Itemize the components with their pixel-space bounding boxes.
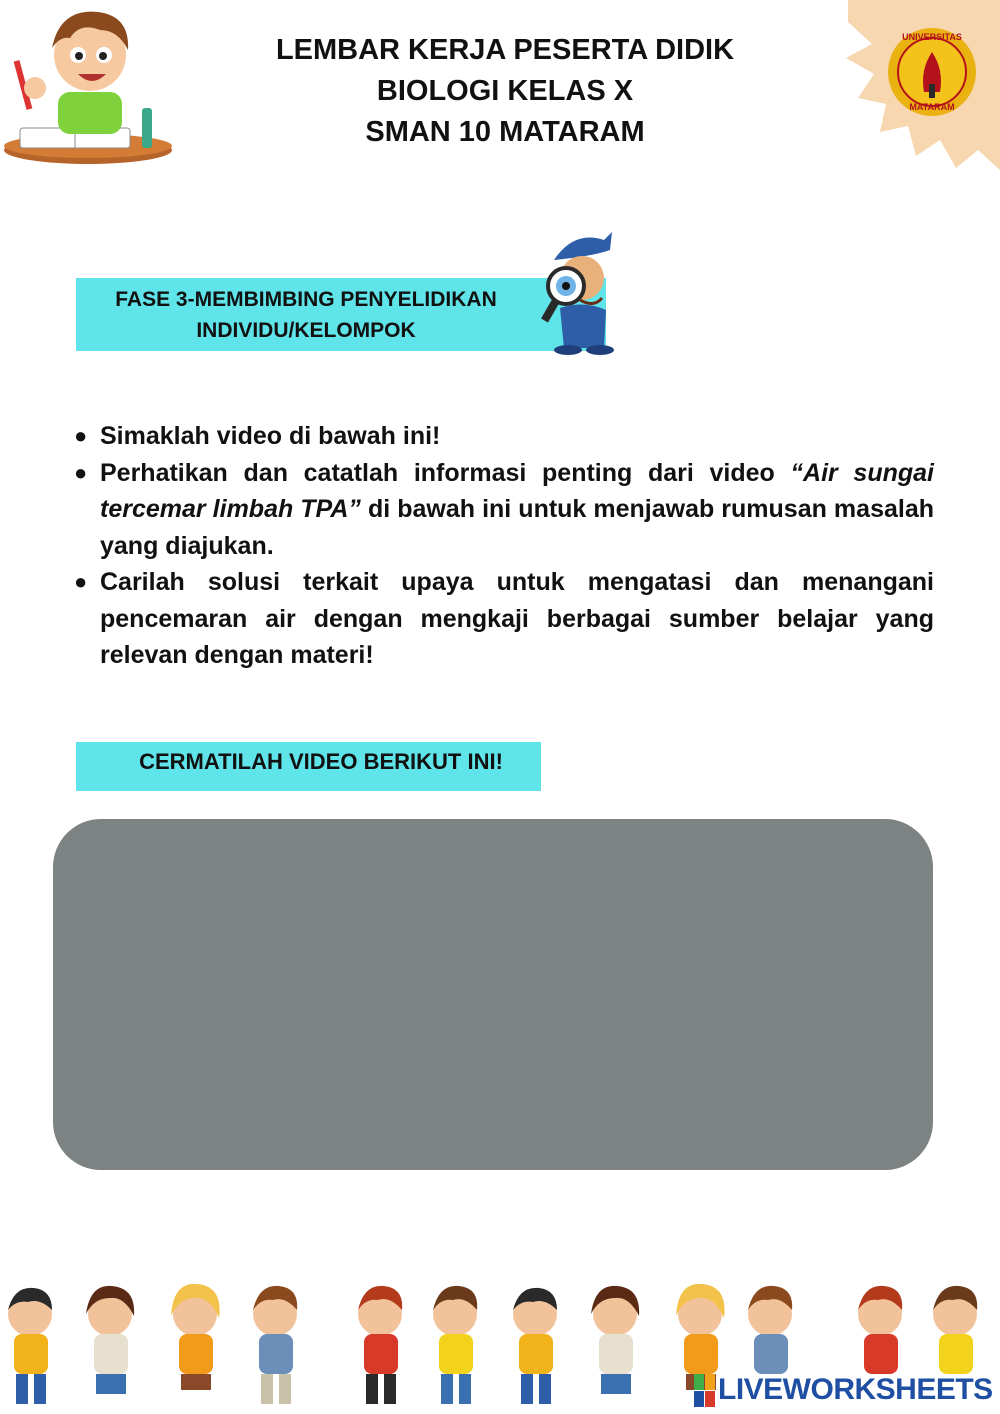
logo-text-bottom: MATARAM (909, 102, 955, 112)
instruction-list (70, 418, 934, 674)
phase-banner-text (76, 284, 536, 346)
instruction-item (70, 564, 934, 674)
university-logo (828, 0, 1000, 170)
instruction-text-after: di bawah ini untuk menjawab rumusan masalah yang diajukan. (100, 495, 934, 560)
video-banner (76, 742, 541, 791)
liveworksheets-watermark (694, 1370, 994, 1410)
title-line-2: BIOLOGI KELAS X (376, 75, 634, 107)
liveworksheets-logo-icon (694, 1374, 716, 1408)
video-banner-label: CERMATILAH VIDEO BERIKUT INI! (139, 749, 503, 774)
instruction-item (70, 418, 934, 455)
bullet-icon: ● (74, 423, 88, 448)
phase-banner-line-1: FASE 3-MEMBIMBING PENYELIDIKAN (115, 288, 497, 311)
bullet-icon: ● (74, 459, 88, 485)
student-illustration (0, 0, 175, 170)
video-title-quote: “Air sungai tercemar limbah TPA” (100, 458, 934, 523)
page-title (200, 30, 810, 153)
video-player[interactable] (53, 819, 933, 1170)
instruction-text-before: Perhatikan dan catatlah informasi penting dari video (100, 458, 791, 487)
instruction-item (70, 455, 934, 565)
phase-banner-line-2: INDIVIDU/KELOMPOK (196, 319, 416, 342)
detective-illustration (524, 230, 624, 355)
title-line-1: LEMBAR KERJA PESERTA DIDIK (275, 34, 735, 66)
title-line-3: SMAN 10 MATARAM (365, 116, 645, 148)
instruction-text: Carilah solusi terkait upaya untuk mengatasi dan menangani pencemaran air dengan mengkaji berbagai sumber belajar yang relevan dengan materi! (100, 568, 934, 669)
bullet-icon: ● (74, 569, 88, 594)
instruction-text: Simaklah video di bawah ini! (100, 422, 441, 450)
liveworksheets-wordmark: LIVEWORKSHEETS (718, 1373, 993, 1406)
logo-text-top: UNIVERSITAS (902, 32, 962, 42)
